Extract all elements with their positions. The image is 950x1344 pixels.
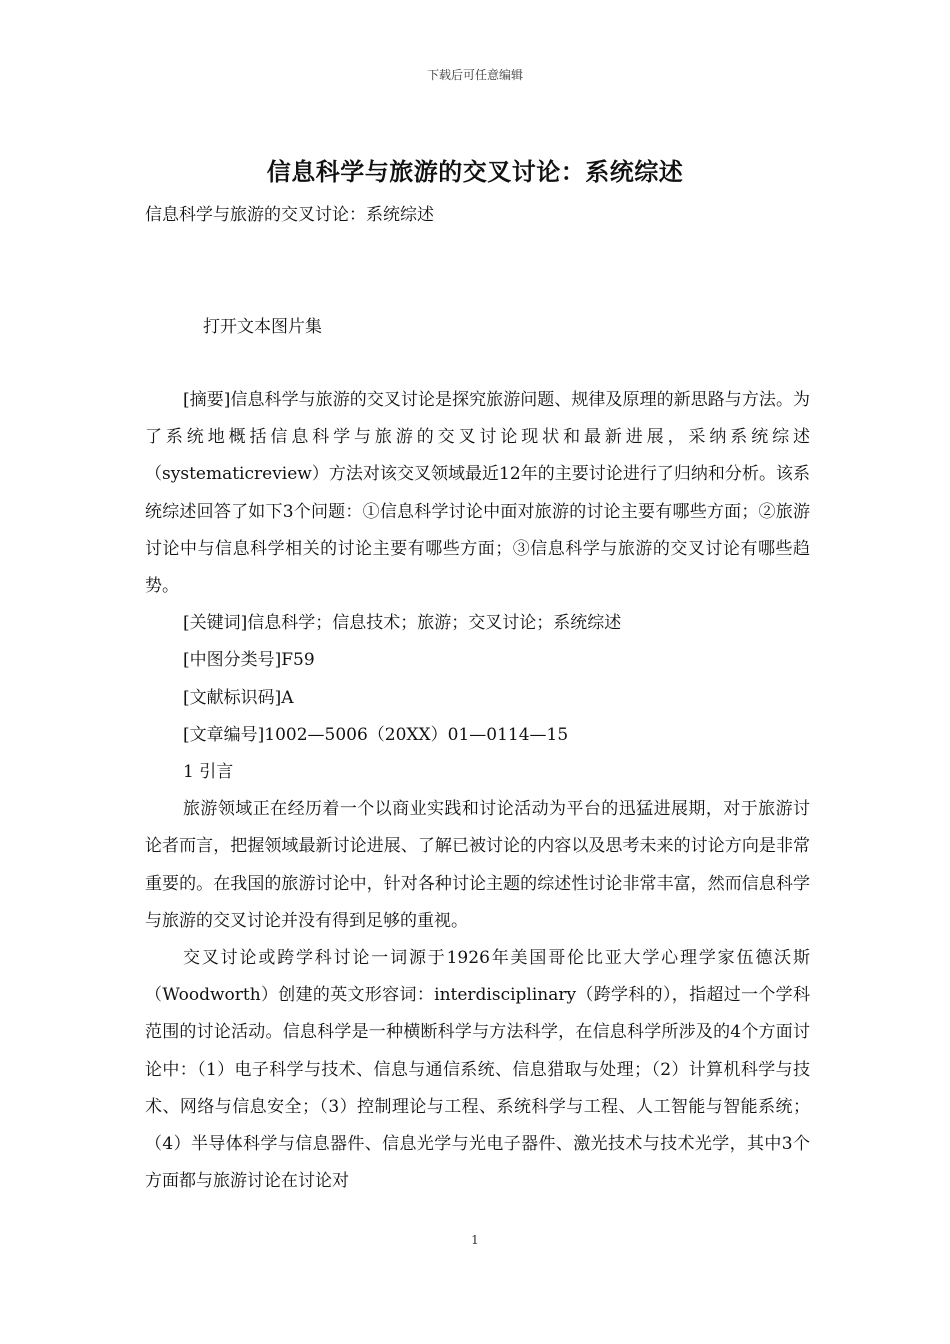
page-number: 1	[471, 1233, 479, 1247]
section-heading: 1 引言	[183, 762, 234, 783]
classification-line: [中图分类号]F59	[183, 650, 315, 671]
image-set-link[interactable]: 打开文本图片集	[203, 317, 322, 337]
abstract-paragraph: [摘要]信息科学与旅游的交叉讨论是探究旅游问题、规律及原理的新思路与方法。为了系统地概括信息科学与旅游的交叉讨论现状和最新进展，采纳系统综述（systematicreview）方法对该交叉领域最近12年的主要讨论进行了归纳和分析。该系统综述回答了如下3个问题：①信息科学讨论中面对旅游的讨论主要有哪些方面；②旅游讨论中与信息科学相关的讨论主要有哪些方面；③信息科学与旅游的交叉讨论有哪些趋势。	[145, 390, 810, 597]
body-paragraph: 旅游领域正在经历着一个以商业实践和讨论活动为平台的迅猛进展期，对于旅游讨论者而言，把握领域最新讨论进展、了解已被讨论的内容以及思考未来的讨论方向是非常重要的。在我国的旅游讨论中，针对各种讨论主题的综述性讨论非常丰富，然而信息科学与旅游的交叉讨论并没有得到足够的重视。	[145, 799, 810, 931]
document-title: 信息科学与旅游的交叉讨论：系统综述	[266, 158, 684, 186]
document-code-line: [文献标识码]A	[183, 687, 294, 708]
document-body	[145, 382, 810, 1200]
body-paragraph: 交叉讨论或跨学科讨论一词源于1926年美国哥伦比亚大学心理学家伍德沃斯（Woodworth）创建的英文形容词：interdisciplinary（跨学科的），指超过一个学科范围的讨论活动。信息科学是一种横断科学与方法科学，在信息科学所涉及的4个方面讨论中：（1）电子科学与技术、信息与通信系统、信息猎取与处理；（2）计算机科学与技术、网络与信息安全；（3）控制理论与工程、系统科学与工程、人工智能与智能系统；（4）半导体科学与信息器件、信息光学与光电子器件、激光技术与技术光学，其中3个方面都与旅游讨论在讨论对	[145, 948, 810, 1192]
header-note: 下载后可任意编辑	[426, 68, 523, 82]
keywords-line: [关键词]信息科学；信息技术；旅游；交叉讨论；系统综述	[183, 613, 622, 634]
document-subtitle: 信息科学与旅游的交叉讨论：系统综述	[145, 205, 434, 225]
article-number-line: [文章编号]1002—5006（20XX）01—0114—15	[183, 724, 569, 745]
